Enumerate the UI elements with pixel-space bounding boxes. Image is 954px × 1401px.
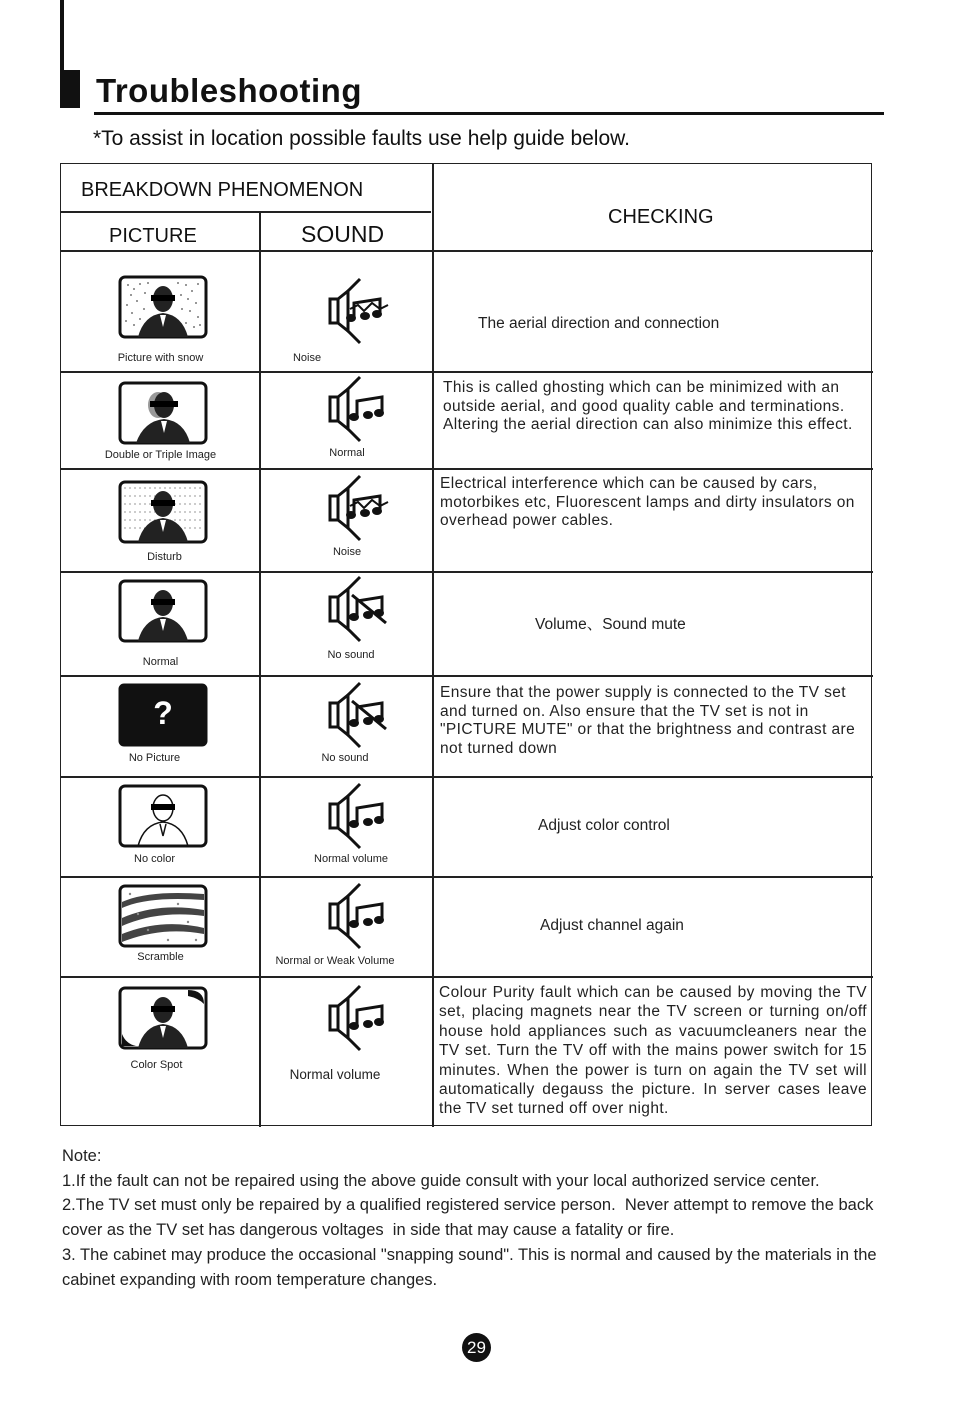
- sound-cell: [260, 468, 434, 571]
- picture-cell: [61, 976, 260, 1127]
- sound-cell: [260, 251, 434, 371]
- page-title: Troubleshooting: [96, 72, 362, 109]
- table-row: [61, 876, 873, 976]
- speaker-mute-icon: [324, 573, 396, 645]
- table-row: [61, 571, 873, 675]
- picture-label: No Picture: [128, 752, 181, 764]
- checking-text: Adjust channel again: [540, 917, 684, 934]
- header-sound: SOUND: [301, 221, 385, 247]
- speaker-normal-icon: [324, 780, 396, 852]
- picture-label: Disturb: [147, 551, 182, 563]
- tv-disturb-icon: [118, 480, 208, 544]
- sound-cell: [260, 371, 434, 468]
- picture-cell: [61, 371, 260, 468]
- note-item: 2.The TV set must only be repaired by a qualified registered service person. Never attempt to remove the back cover as the TV set has dangerous voltages in side that may cause a fatality or fire.: [62, 1196, 878, 1240]
- picture-label: Picture with snow: [117, 352, 204, 364]
- table-row: [61, 251, 873, 371]
- tv-snow-icon: [118, 275, 208, 339]
- tv-scramble-icon: [118, 884, 208, 948]
- svg-text:?: ?: [153, 695, 173, 731]
- header-checking-divider: [432, 164, 434, 251]
- sound-label: Normal volume: [314, 853, 388, 865]
- picture-cell: [61, 468, 260, 571]
- picture-label: No color: [134, 853, 175, 865]
- table-row: [61, 371, 873, 468]
- sound-cell: [260, 876, 434, 976]
- margin-block: [60, 70, 80, 108]
- speaker-normal-icon: [324, 373, 396, 445]
- tv-no-color-icon: [118, 784, 208, 848]
- notes-heading: Note:: [62, 1147, 102, 1165]
- table-row: [61, 675, 873, 776]
- sound-label: Normal or Weak Volume: [275, 955, 395, 967]
- header-picture: PICTURE: [109, 225, 197, 247]
- checking-text: Volume、Sound mute: [535, 616, 686, 633]
- title-underline: [94, 112, 884, 115]
- tv-no-picture-icon: [118, 683, 208, 747]
- checking-cell: [434, 776, 873, 876]
- speaker-noise-icon: [324, 275, 396, 347]
- header-checking: CHECKING: [608, 206, 714, 228]
- table-row: [61, 776, 873, 876]
- tv-normal-icon: [118, 579, 208, 643]
- checking-text: Electrical interference which can be caused by cars, motorbikes etc, Fluorescent lamps and dirty insulators on overhead power cables.: [440, 475, 855, 530]
- picture-cell: [61, 571, 260, 675]
- tv-ghost-icon: [118, 381, 208, 445]
- checking-text: Adjust color control: [538, 817, 670, 834]
- picture-cell: [61, 876, 260, 976]
- checking-cell: [434, 876, 873, 976]
- header-divider: [61, 211, 431, 213]
- table-row: [61, 976, 873, 1127]
- sound-cell: [260, 776, 434, 876]
- troubleshooting-table: [60, 163, 872, 1126]
- picture-cell: [61, 675, 260, 776]
- checking-text: Ensure that the power supply is connected to the TV set and turned on. Also ensure that the TV set is not in "PICTURE MUTE" or that the brightness and contrast are not turned down: [440, 684, 856, 757]
- speaker-mute-icon: [324, 679, 396, 751]
- picture-label: Normal: [142, 656, 179, 668]
- checking-cell: [434, 251, 873, 371]
- speaker-noise-icon: [324, 472, 396, 544]
- checking-cell: [434, 976, 873, 1127]
- checking-text: The aerial direction and connection: [478, 315, 720, 332]
- tv-color-spot-icon: [118, 986, 208, 1050]
- header-col-divider: [259, 211, 261, 251]
- header-breakdown-phenomenon: BREAKDOWN PHENOMENON: [81, 179, 364, 201]
- sound-cell: [260, 976, 434, 1127]
- checking-text: Colour Purity fault which can be caused by moving the TV set, placing magnets near the TV screen or turning on/off house hold appliances such as vacuumcleaners near the TV set. Turn the TV off with the mains power switch for 15 minutes. When the power is turn on again the TV set will automatically degauss the picture. In server cases leave the TV set turned off over night.: [439, 984, 867, 1118]
- sound-label: No sound: [327, 649, 375, 661]
- table-row: [61, 468, 873, 571]
- picture-label: Scramble: [137, 951, 184, 963]
- sound-label: Noise: [332, 546, 362, 558]
- sound-label: Normal volume: [289, 1067, 381, 1082]
- checking-text: This is called ghosting which can be minimized with an outside aerial, and good quality cable and terminations. Altering the aerial direction can also minimize this effect.: [443, 379, 853, 434]
- note-item: 3. The cabinet may produce the occasional "snapping sound". This is normal and caused by the materials in the cabinet expanding with room temperature changes.: [62, 1245, 882, 1289]
- checking-cell: [434, 468, 873, 571]
- checking-cell: [434, 371, 873, 468]
- picture-cell: [61, 776, 260, 876]
- notes-section: [62, 1144, 912, 1292]
- speaker-normal-icon: [324, 880, 396, 952]
- sound-cell: [260, 675, 434, 776]
- speaker-normal-icon: [324, 982, 396, 1054]
- picture-label: Double or Triple Image: [104, 449, 217, 461]
- sound-label: Normal: [329, 447, 365, 459]
- page-subtitle: *To assist in location possible faults use help guide below.: [93, 127, 630, 150]
- page-number-badge: 29: [462, 1333, 491, 1362]
- sound-cell: [260, 571, 434, 675]
- note-item: 1.If the fault can not be repaired using the above guide consult with your local authorized service center.: [62, 1171, 820, 1190]
- checking-cell: [434, 571, 873, 675]
- checking-cell: [434, 675, 873, 776]
- sound-label: No sound: [321, 752, 369, 764]
- sound-label: Noise: [292, 352, 322, 364]
- picture-label: Color Spot: [130, 1059, 183, 1071]
